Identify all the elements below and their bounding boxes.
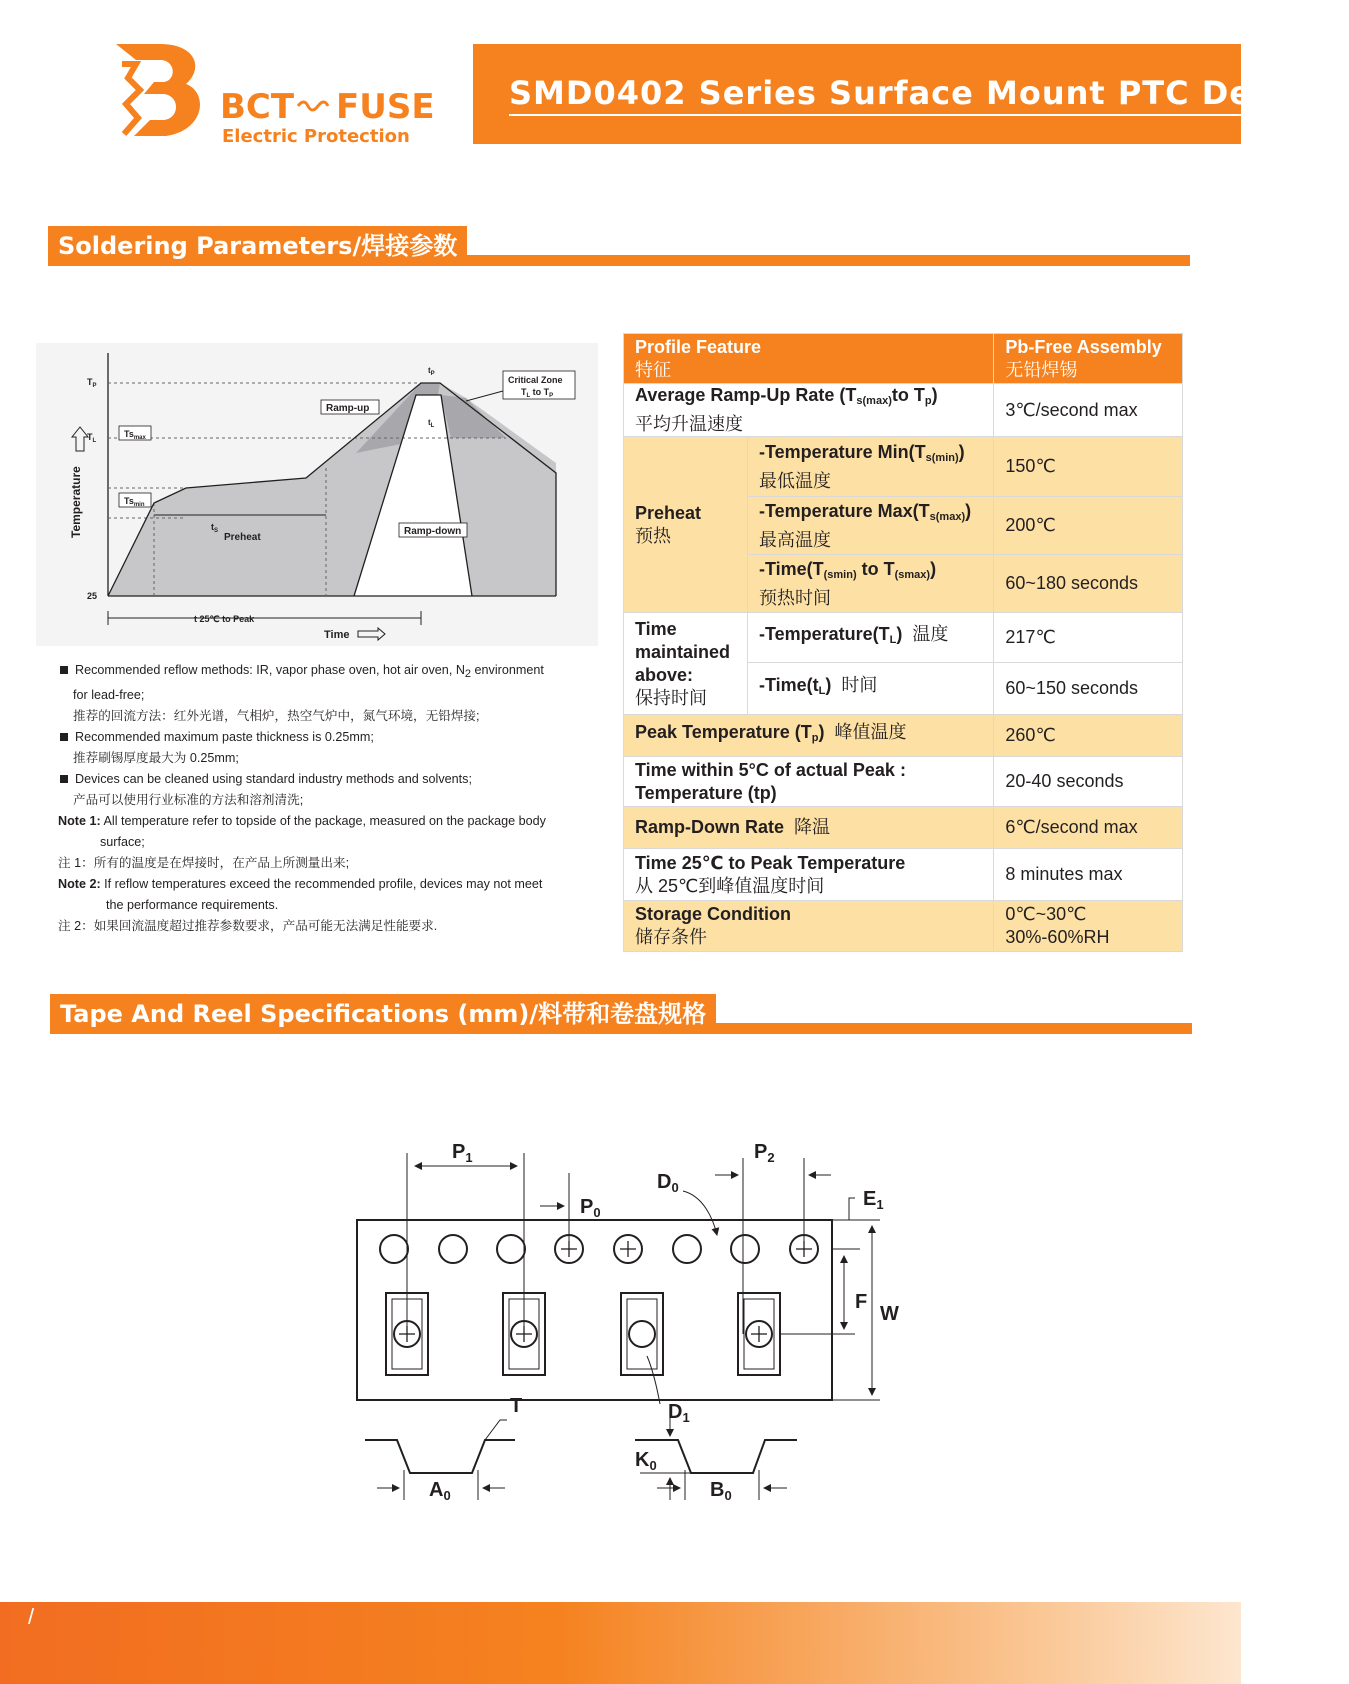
table-row xyxy=(624,807,1183,849)
tl-time-label: $t_L$ xyxy=(428,418,435,429)
row-tl-value: 217℃ xyxy=(994,613,1183,663)
row-preheat-label: Preheat 预热 xyxy=(624,437,748,613)
row-peak-label: Peak Temperature $(T_p)$ 峰值温度 xyxy=(624,715,994,757)
w-label: W xyxy=(880,1303,899,1325)
row-tl-label: $-Temperature(T_L)$ 温度 xyxy=(747,613,993,663)
table-row xyxy=(624,849,1183,901)
row-ramp-up-label: Average Ramp-Up Rate ($T_{s(max)}to$ $T_p$) 平均升温速度 xyxy=(624,384,994,437)
row-time-maintained-label: Time maintained above: 保持时间 xyxy=(624,613,748,715)
p0-label: $P_0$ xyxy=(580,1196,601,1220)
f-label: F xyxy=(855,1291,868,1313)
table-row xyxy=(624,384,1183,437)
note-1-cont: surface; xyxy=(100,835,145,849)
note-bullet-3-cn: 产品可以使用行业标准的方法和溶剂清洗; xyxy=(73,793,304,807)
row-ramp-down-value: 6℃/second max xyxy=(994,807,1183,849)
table-row xyxy=(624,715,1183,757)
row-ramp-up-value: 3℃/second max xyxy=(994,384,1183,437)
note-bullet-3: Devices can be cleaned using standard industry methods and solvents; xyxy=(58,769,598,790)
logo-subtitle: Electric Protection xyxy=(222,126,410,147)
ramp-down-label: Ramp-down xyxy=(404,526,462,537)
k0-label: $K_0$ xyxy=(635,1449,657,1473)
row-tmin-value: 150℃ xyxy=(994,437,1183,497)
row-storage-label: Storage Condition 储存条件 xyxy=(624,901,994,952)
row-ramp-down-label: Ramp-Down Rate 降温 xyxy=(624,807,994,849)
soldering-spec-table xyxy=(623,333,1183,952)
soldering-notes xyxy=(58,660,598,937)
table-header xyxy=(624,334,1183,384)
ts-label: $t_S$ xyxy=(211,522,219,534)
note-1-cn: 注 1：所有的温度是在焊接时，在产品上所测量出来; xyxy=(58,856,350,870)
critical-zone-range: $T_L$ to $T_P$ xyxy=(521,387,554,399)
profile-area xyxy=(108,383,556,596)
tsmax-label: $Ts_{max}$ xyxy=(124,429,146,441)
row-t25-peak-value: 8 minutes max xyxy=(994,849,1183,901)
footer-band xyxy=(0,1602,1241,1684)
p2-label: $P_2$ xyxy=(754,1141,775,1165)
company-logo xyxy=(108,38,438,148)
row-within-peak-label: Time within 5°C of actual Peak : Temperature (tp) xyxy=(624,757,994,807)
d1-label: $D_1$ xyxy=(668,1401,690,1425)
table-row xyxy=(624,613,1183,663)
note-2: Note 2: If reflow temperatures exceed the recommended profile, devices may not meet xyxy=(58,877,543,891)
row-preheat-time-label: $-Time(T_{(smin)}$ to $T_{(smax)}$) 预热时间 xyxy=(747,555,993,613)
row-tmax-label: -Temperature $Max(T_{s(max)})$ 最高温度 xyxy=(747,497,993,555)
note-bullet-2: Recommended maximum paste thickness is 0.25mm; xyxy=(58,727,598,748)
x-axis-label: Time xyxy=(324,629,350,641)
preheat-label: Preheat xyxy=(224,532,261,543)
row-within-peak-value: 20-40 seconds xyxy=(994,757,1183,807)
row-tmax-value: 200℃ xyxy=(994,497,1183,555)
note-bullet-1-cont: for lead-free; xyxy=(73,688,145,702)
row-t25-peak-label: Time 25℃ to Peak Temperature 从 25℃到峰值温度时间 xyxy=(624,849,994,901)
row-tl-time-label: $-Time(t_L)$ 时间 xyxy=(747,663,993,715)
t25-to-peak-label: t 25℃ to Peak xyxy=(194,614,255,624)
reflow-profile-chart xyxy=(36,343,598,646)
tl-label: $T_L$ xyxy=(87,432,97,444)
note-bullet-1: Recommended reflow methods: IR, vapor phase oven, hot air oven, $N_2$ environment xyxy=(58,660,598,685)
title-bar xyxy=(473,44,1349,144)
t25-label: 25 xyxy=(87,591,98,601)
row-tmin-label: -Temperature $Min(T_{s(min)})$ 最低温度 xyxy=(747,437,993,497)
header-profile-feature: Profile Feature 特征 xyxy=(624,334,994,384)
row-tl-time-value: 60~150 seconds xyxy=(994,663,1183,715)
tp-label: $T_P$ xyxy=(87,377,97,389)
tape-reel-diagram xyxy=(335,1108,935,1543)
t-label: T xyxy=(510,1395,523,1417)
footer-mark: / xyxy=(28,1604,35,1629)
logo-bct-text: BCT xyxy=(220,87,295,127)
tsmin-label: $Ts_{min}$ xyxy=(124,496,145,508)
a0-label: $A_0$ xyxy=(429,1479,451,1503)
critical-zone-right xyxy=(441,395,506,438)
d0-label: $D_0$ xyxy=(657,1171,679,1195)
table-row xyxy=(624,901,1183,952)
b0-label: $B_0$ xyxy=(710,1479,732,1503)
section-title-soldering: Soldering Parameters/焊接参数 xyxy=(48,226,467,266)
y-axis-label: Temperature xyxy=(69,466,83,538)
note-2-cont: the performance requirements. xyxy=(106,898,279,912)
row-preheat-time-value: 60~180 seconds xyxy=(994,555,1183,613)
ramp-up-label: Ramp-up xyxy=(326,403,370,414)
note-2-cn: 注 2：如果回流温度超过推荐参数要求，产品可能无法满足性能要求. xyxy=(58,919,438,933)
table-row xyxy=(624,437,1183,497)
logo-mark-icon xyxy=(108,38,438,148)
header-pb-free: Pb-Free Assembly 无铅焊锡 xyxy=(994,334,1183,384)
row-peak-value: 260℃ xyxy=(994,715,1183,757)
logo-fuse-text: FUSE xyxy=(336,87,435,127)
tp-time-label: $t_P$ xyxy=(428,366,435,377)
section-title-tape: Tape And Reel Specifications (mm)/料带和卷盘规格 xyxy=(50,994,716,1034)
e1-label: $E_1$ xyxy=(863,1188,884,1212)
note-1: Note 1: All temperature refer to topside of the package, measured on the package body xyxy=(58,814,546,828)
critical-zone-label: Critical Zone xyxy=(508,375,563,385)
row-storage-value: 0℃~30℃ 30%-60%RH xyxy=(994,901,1183,952)
note-bullet-2-cn: 推荐刷锡厚度最大为 0.25mm; xyxy=(73,751,239,765)
table-row xyxy=(624,757,1183,807)
note-bullet-1-cn: 推荐的回流方法：红外光谱，气相炉，热空气炉中，氮气环境，无铅焊接; xyxy=(73,709,480,723)
page-title: SMD0402 Series Surface Mount PTC Devices xyxy=(509,74,1349,116)
p1-label: $P_1$ xyxy=(452,1141,473,1165)
